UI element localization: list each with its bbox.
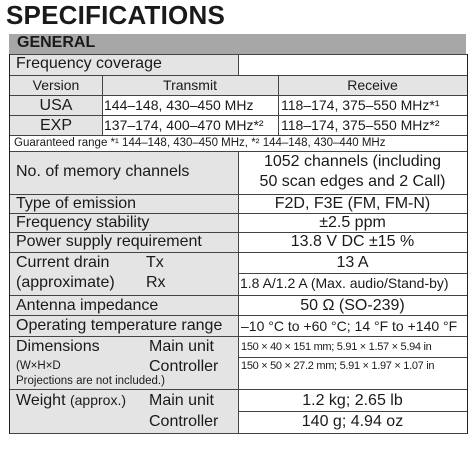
- current-tx-value: 13 A: [336, 254, 369, 271]
- stability-value: ±2.5 ppm: [319, 214, 386, 231]
- rule: [238, 273, 467, 274]
- freq-label: Frequency coverage: [16, 55, 162, 72]
- weight-sublabel: (approx.): [69, 392, 126, 408]
- temperature-label: Operating temperature range: [16, 317, 223, 334]
- rule: [238, 151, 239, 433]
- dimensions-controller-value: 150 × 50 × 27.2 mm; 5.91 × 1.97 × 1.07 in: [241, 360, 435, 372]
- weight-main-value: 1.2 kg; 2.65 lb: [302, 392, 403, 409]
- weight-main-label: Main unit: [149, 392, 214, 409]
- freq-guaranteed-note: Guaranteed range *¹ 144–148, 430–450 MHz, *² 144–148, 430–440 MHz: [14, 137, 386, 149]
- weight-controller-value: 140 g; 4.94 oz: [301, 413, 404, 430]
- rule: [10, 95, 467, 96]
- emission-value: F2D, F3E (FM, FM-N): [274, 195, 431, 212]
- current-tx-label: Tx: [146, 254, 164, 271]
- weight-controller-label: Controller: [149, 413, 219, 430]
- rule: [238, 54, 239, 75]
- current-rx-value: 1.8 A/1.2 A (Max. audio/Stand-by): [240, 275, 449, 291]
- rule: [238, 357, 467, 358]
- spec-table: [9, 54, 468, 434]
- dimensions-label: Dimensions: [16, 338, 100, 355]
- freq-exp-receive: 118–174, 375–550 MHz*²: [281, 117, 440, 133]
- section-header: [9, 34, 466, 54]
- dimensions-controller-label: Controller: [149, 358, 219, 375]
- rule: [278, 75, 279, 135]
- current-sublabel: (approximate): [16, 274, 115, 291]
- dimensions-main-label: Main unit: [149, 338, 214, 355]
- rule: [102, 75, 103, 135]
- rule: [10, 115, 467, 116]
- rule: [10, 75, 467, 76]
- freq-usa-receive: 118–174, 375–550 MHz*¹: [281, 97, 440, 113]
- rule: [10, 433, 467, 434]
- weight-label: Weight: [16, 392, 66, 409]
- antenna-label: Antenna impedance: [16, 297, 159, 314]
- dimensions-sublabel: (W×H×D: [16, 360, 61, 372]
- stability-label: Frequency stability: [16, 214, 150, 231]
- freq-header-transmit: Transmit: [163, 77, 217, 93]
- power-value: 13.8 V DC ±15 %: [290, 233, 415, 250]
- current-rx-label: Rx: [146, 274, 166, 291]
- freq-header-version: Version: [32, 77, 80, 93]
- emission-label: Type of emission: [16, 195, 137, 212]
- memory-value-line2: 50 scan edges and 2 Call): [259, 173, 446, 190]
- dimensions-note: Projections are not included.): [16, 375, 165, 387]
- current-label: Current drain: [16, 254, 110, 271]
- temperature-value: –10 °C to +60 °C; 14 °F to +140 °F: [241, 318, 458, 334]
- page-title: SPECIFICATIONS: [6, 0, 226, 30]
- memory-label: No. of memory channels: [16, 163, 190, 180]
- freq-usa-version: USA: [39, 97, 73, 114]
- freq-exp-version: EXP: [39, 117, 72, 134]
- freq-exp-transmit: 137–174, 400–470 MHz*²: [104, 117, 264, 133]
- dimensions-main-value: 150 × 40 × 151 mm; 5.91 × 1.57 × 5.94 in: [241, 341, 432, 353]
- freq-usa-transmit: 144–148, 430–450 MHz: [104, 97, 254, 113]
- freq-header-receive: Receive: [347, 77, 398, 93]
- power-label: Power supply requirement: [16, 233, 202, 250]
- antenna-value: 50 Ω (SO-239): [300, 297, 405, 314]
- memory-value-line1: 1052 channels (including: [263, 153, 441, 170]
- section-title: GENERAL: [17, 34, 96, 51]
- rule: [10, 135, 467, 136]
- weight-label-text: [16, 392, 126, 410]
- rule: [238, 411, 467, 412]
